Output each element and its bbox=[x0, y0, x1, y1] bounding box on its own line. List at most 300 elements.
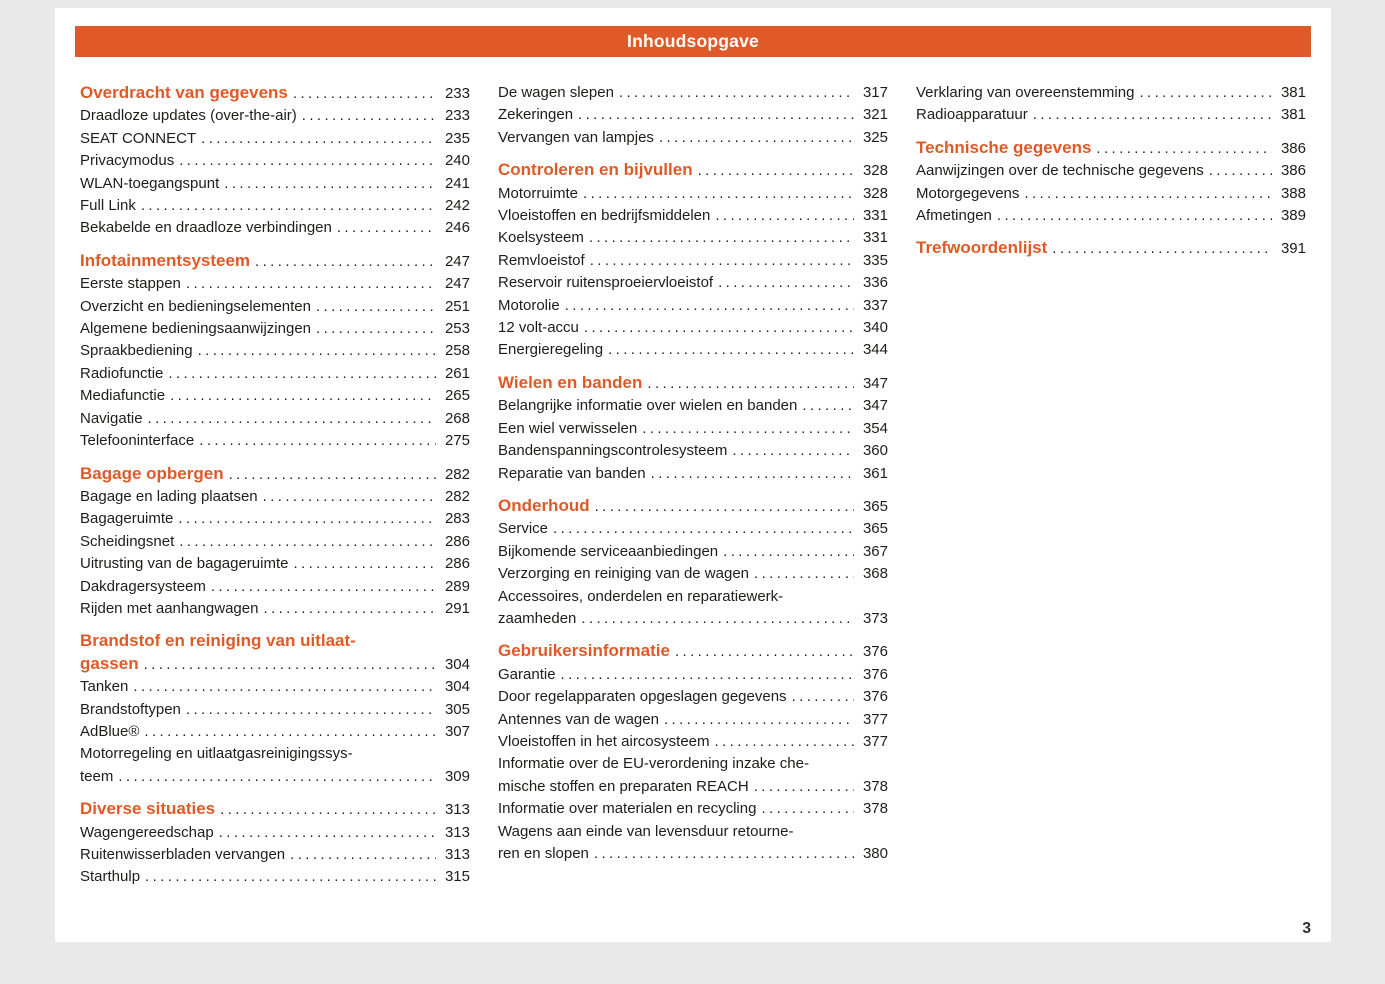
toc-entry-label: gassen bbox=[80, 653, 139, 673]
dot-leader bbox=[565, 295, 854, 317]
toc-entry-label: Privacymodus bbox=[80, 152, 175, 170]
toc-entry bbox=[80, 195, 470, 217]
toc-entry-page: 335 bbox=[862, 251, 888, 269]
toc-entry-label: Een wiel verwisselen bbox=[498, 419, 638, 437]
dot-leader bbox=[211, 576, 436, 598]
toc-entry-label: De wagen slepen bbox=[498, 84, 614, 101]
dot-leader bbox=[168, 363, 436, 385]
dot-leader bbox=[170, 385, 436, 407]
dot-leader bbox=[561, 664, 854, 686]
toc-entry-page: 321 bbox=[862, 106, 888, 124]
toc-entry-page: 304 bbox=[444, 655, 470, 673]
toc-entry-label: mische stoffen en preparaten REACH bbox=[498, 777, 749, 795]
dot-leader bbox=[144, 654, 436, 676]
toc-entry-row bbox=[498, 395, 888, 417]
toc-entry-page: 376 bbox=[862, 665, 888, 683]
dot-leader bbox=[179, 150, 436, 172]
dot-leader bbox=[642, 418, 854, 440]
dot-leader bbox=[302, 105, 436, 127]
toc-entry-label: Garantie bbox=[498, 665, 556, 683]
toc-entry-page: 381 bbox=[1280, 106, 1306, 124]
toc-entry-row bbox=[916, 237, 1306, 260]
dot-leader bbox=[141, 195, 436, 217]
toc-entry-label: Antennes van de wagen bbox=[498, 710, 659, 728]
toc-entry-label: Vervangen van lampjes bbox=[498, 128, 654, 146]
toc-entry-page: 233 bbox=[444, 107, 470, 125]
toc-entry-label: Telefooninterface bbox=[80, 432, 195, 450]
toc-entry-page: 347 bbox=[862, 397, 888, 415]
toc-entry-label: Controleren en bijvullen bbox=[498, 160, 693, 180]
toc-entry-label: Wagengereedschap bbox=[80, 823, 214, 841]
dot-leader bbox=[792, 686, 854, 708]
toc-entry-row bbox=[80, 195, 470, 217]
toc-entry-page: 246 bbox=[444, 219, 470, 237]
toc-entry-label: Dakdragersysteem bbox=[80, 577, 206, 595]
toc-column-3 bbox=[916, 82, 1306, 889]
toc-entry bbox=[80, 150, 470, 172]
toc-entry bbox=[498, 295, 888, 317]
toc-entry-line: Wagens aan einde van levensduur retourne- bbox=[498, 822, 794, 840]
toc-entry-row bbox=[498, 709, 888, 731]
toc-entry-label: Service bbox=[498, 520, 549, 538]
toc-entry-row bbox=[80, 798, 470, 821]
toc-entry-label: Koelsysteem bbox=[498, 229, 584, 247]
dot-leader bbox=[145, 866, 436, 888]
toc-entry-page: 265 bbox=[444, 387, 470, 405]
dot-leader bbox=[581, 608, 854, 630]
dot-leader bbox=[179, 531, 436, 553]
toc-entry-page: 286 bbox=[444, 555, 470, 573]
toc-entry bbox=[80, 822, 470, 844]
toc-entry-page: 317 bbox=[862, 84, 888, 101]
toc-entry-label: Reservoir ruitensproeiervloeistof bbox=[498, 274, 714, 292]
toc-entry-line: Informatie over de EU-verordening inzake che- bbox=[498, 755, 809, 773]
dot-leader bbox=[754, 563, 854, 585]
dot-leader bbox=[584, 317, 854, 339]
toc-entry bbox=[498, 104, 888, 126]
dot-leader bbox=[647, 373, 854, 395]
toc-entry-page: 247 bbox=[444, 252, 470, 270]
toc-entry-page: 313 bbox=[444, 846, 470, 863]
toc-entry-page: 381 bbox=[1280, 84, 1306, 101]
toc-entry-label: Draadloze updates (over-the-air) bbox=[80, 107, 297, 125]
toc-entry-row bbox=[498, 664, 888, 686]
toc-entry-page: 386 bbox=[1280, 139, 1306, 157]
toc-entry-page: 286 bbox=[444, 532, 470, 550]
toc-entry-label: Diverse situaties bbox=[80, 799, 216, 819]
toc-entry bbox=[498, 518, 888, 540]
toc-entry-label: Navigatie bbox=[80, 409, 143, 427]
toc-entry bbox=[80, 385, 470, 407]
toc-entry-row bbox=[80, 430, 470, 452]
toc-entry-row bbox=[498, 82, 888, 104]
toc-entry bbox=[80, 430, 470, 452]
toc-section-heading bbox=[80, 798, 470, 821]
toc-entry-label: Aanwijzingen over de technische gegevens bbox=[916, 162, 1204, 180]
toc-entry-row bbox=[80, 766, 470, 788]
toc-entry-row bbox=[80, 866, 470, 888]
toc-entry-row bbox=[80, 486, 470, 508]
dot-leader bbox=[1209, 160, 1272, 182]
toc-entry bbox=[80, 340, 470, 362]
toc-entry-line: Brandstof en reiniging van uitlaat- bbox=[80, 631, 356, 651]
toc-entry-page: 313 bbox=[444, 801, 470, 819]
toc-entry-label: Onderhoud bbox=[498, 495, 590, 515]
toc-entry bbox=[80, 508, 470, 530]
dot-leader bbox=[186, 699, 436, 721]
dot-leader bbox=[263, 486, 436, 508]
toc-title: Inhoudsopgave bbox=[627, 31, 759, 51]
toc-entry-page: 368 bbox=[862, 565, 888, 583]
toc-entry-line: Accessoires, onderdelen en reparatiewerk- bbox=[498, 587, 784, 605]
toc-entry-label: Tanken bbox=[80, 678, 129, 696]
dot-leader bbox=[802, 395, 854, 417]
toc-entry-label: Verzorging en reiniging van de wagen bbox=[498, 565, 750, 583]
toc-section-heading bbox=[916, 137, 1306, 160]
toc-entry-page: 360 bbox=[862, 442, 888, 460]
toc-entry-label: Bagageruimte bbox=[80, 510, 174, 528]
dot-leader bbox=[589, 227, 854, 249]
dot-leader bbox=[594, 843, 854, 865]
toc-entry-page: 328 bbox=[862, 162, 888, 180]
toc-entry bbox=[498, 731, 888, 753]
toc-entry-row bbox=[80, 531, 470, 553]
toc-entry-label: Eerste stappen bbox=[80, 275, 181, 293]
toc-entry-page: 337 bbox=[862, 296, 888, 314]
dot-leader bbox=[178, 508, 436, 530]
toc-entry-row bbox=[498, 418, 888, 440]
toc-section-heading bbox=[498, 372, 888, 395]
toc-entry-label: Belangrijke informatie over wielen en banden bbox=[498, 397, 798, 415]
toc-entry bbox=[498, 563, 888, 585]
toc-entry-page: 336 bbox=[862, 274, 888, 292]
toc-entry-row bbox=[498, 250, 888, 272]
toc-entry-row bbox=[80, 508, 470, 530]
dot-leader bbox=[754, 776, 854, 798]
toc-entry-page: 275 bbox=[444, 432, 470, 450]
toc-entry-row bbox=[80, 82, 470, 105]
toc-entry-label: Full Link bbox=[80, 197, 136, 215]
toc-entry bbox=[80, 363, 470, 385]
toc-entry-row bbox=[498, 440, 888, 462]
dot-leader bbox=[723, 541, 854, 563]
dot-leader bbox=[608, 339, 854, 361]
dot-leader bbox=[1033, 104, 1272, 126]
toc-entry bbox=[80, 721, 470, 743]
toc-entry-label: Rijden met aanhangwagen bbox=[80, 599, 259, 617]
toc-entry-label: Energieregeling bbox=[498, 341, 604, 359]
toc-entry-row bbox=[80, 653, 470, 676]
dot-leader bbox=[664, 709, 854, 731]
toc-entry-page: 388 bbox=[1280, 184, 1306, 202]
toc-entry-row bbox=[498, 227, 888, 249]
toc-entry-label: Verklaring van overeenstemming bbox=[916, 84, 1135, 101]
toc-section-heading bbox=[498, 495, 888, 518]
toc-entry-row bbox=[80, 128, 470, 150]
toc-entry-label: Reparatie van banden bbox=[498, 464, 646, 482]
toc-entry-page: 376 bbox=[862, 688, 888, 706]
toc-entry-page: 344 bbox=[862, 341, 888, 359]
toc-entry-label: AdBlue® bbox=[80, 722, 140, 740]
toc-entry-page: 328 bbox=[862, 184, 888, 202]
toc-entry-page: 241 bbox=[444, 174, 470, 192]
toc-entry-label: Motorgegevens bbox=[916, 184, 1020, 202]
toc-entry-row bbox=[80, 576, 470, 598]
toc-entry bbox=[498, 440, 888, 462]
dot-leader bbox=[263, 598, 436, 620]
toc-entry-page: 380 bbox=[862, 845, 888, 862]
toc-column-1 bbox=[80, 82, 470, 889]
toc-entry bbox=[80, 844, 470, 866]
toc-entry bbox=[80, 531, 470, 553]
toc-entry bbox=[80, 273, 470, 295]
dot-leader bbox=[118, 766, 436, 788]
toc-entry-label: Vloeistoffen en bedrijfsmiddelen bbox=[498, 207, 711, 225]
toc-entry-row bbox=[498, 127, 888, 149]
toc-entry bbox=[80, 676, 470, 698]
toc-entry-row bbox=[916, 160, 1306, 182]
toc-entry-page: 367 bbox=[862, 542, 888, 560]
toc-entry-page: 365 bbox=[862, 497, 888, 515]
toc-entry-label: Bandenspanningscontrolesysteem bbox=[498, 442, 728, 460]
toc-entry-page: 365 bbox=[862, 520, 888, 538]
toc-entry bbox=[80, 486, 470, 508]
toc-entry bbox=[916, 160, 1306, 182]
toc-entry bbox=[498, 664, 888, 686]
toc-entry-page: 373 bbox=[862, 609, 888, 627]
toc-entry-page: 361 bbox=[862, 464, 888, 482]
dot-leader bbox=[255, 251, 436, 273]
dot-leader bbox=[715, 731, 854, 753]
toc-entry-row bbox=[498, 776, 888, 798]
dot-leader bbox=[698, 160, 854, 182]
dot-leader bbox=[186, 273, 436, 295]
dot-leader bbox=[219, 822, 436, 844]
toc-column-2 bbox=[498, 82, 888, 889]
toc-entry-label: Gebruikersinformatie bbox=[498, 641, 670, 661]
toc-entry-row bbox=[916, 205, 1306, 227]
toc-entry bbox=[80, 598, 470, 620]
toc-entry-row bbox=[498, 317, 888, 339]
toc-entry-page: 240 bbox=[444, 152, 470, 170]
toc-entry-page: 242 bbox=[444, 197, 470, 215]
toc-entry bbox=[80, 217, 470, 239]
toc-entry bbox=[498, 798, 888, 820]
toc-entry-row bbox=[80, 250, 470, 273]
toc-entry-label: Brandstoftypen bbox=[80, 700, 181, 718]
toc-entry-row bbox=[916, 104, 1306, 126]
dot-leader bbox=[578, 104, 854, 126]
toc-entry-row bbox=[498, 295, 888, 317]
dot-leader bbox=[316, 296, 436, 318]
toc-entry-page: 331 bbox=[862, 229, 888, 247]
toc-entry-label: Mediafunctie bbox=[80, 387, 166, 405]
toc-entry bbox=[498, 686, 888, 708]
toc-entry-line: Motorregeling en uitlaatgasreinigingssys- bbox=[80, 745, 353, 763]
toc-entry bbox=[498, 227, 888, 249]
dot-leader bbox=[1139, 82, 1272, 104]
dot-leader bbox=[337, 217, 436, 239]
toc-entry-page: 282 bbox=[444, 465, 470, 483]
toc-section-heading bbox=[916, 237, 1306, 260]
toc-entry-row bbox=[80, 822, 470, 844]
toc-entry-page: 307 bbox=[444, 722, 470, 740]
toc-entry-row bbox=[80, 844, 470, 866]
toc-entry bbox=[916, 82, 1306, 104]
toc-entry-row bbox=[498, 272, 888, 294]
toc-entry-row bbox=[498, 495, 888, 518]
toc-entry-row bbox=[80, 721, 470, 743]
toc-entry-label: Afmetingen bbox=[916, 207, 992, 225]
toc-entry-row bbox=[498, 463, 888, 485]
toc-entry bbox=[80, 408, 470, 430]
toc-entry-row bbox=[498, 608, 888, 630]
manual-page bbox=[55, 8, 1331, 942]
toc-entry-page: 331 bbox=[862, 207, 888, 225]
toc-entry bbox=[498, 541, 888, 563]
dot-leader bbox=[553, 518, 854, 540]
toc-section-heading bbox=[80, 630, 470, 676]
toc-entry bbox=[80, 553, 470, 575]
toc-entry bbox=[498, 82, 888, 104]
toc-entry bbox=[498, 463, 888, 485]
toc-entry bbox=[80, 576, 470, 598]
toc-entry-label: Bijkomende serviceaanbiedingen bbox=[498, 542, 719, 560]
toc-entry-page: 377 bbox=[862, 732, 888, 750]
toc-entry-label: zaamheden bbox=[498, 609, 577, 627]
toc-entry bbox=[498, 317, 888, 339]
toc-entry bbox=[916, 104, 1306, 126]
toc-entry-page: 391 bbox=[1280, 240, 1306, 258]
toc-entry-row bbox=[80, 217, 470, 239]
toc-entry-row bbox=[498, 205, 888, 227]
dot-leader bbox=[718, 272, 854, 294]
toc-entry-page: 354 bbox=[862, 419, 888, 437]
toc-entry-label: Informatie over materialen en recycling bbox=[498, 800, 757, 818]
dot-leader bbox=[148, 408, 436, 430]
dot-leader bbox=[293, 553, 436, 575]
toc-entry-label: Overzicht en bedieningselementen bbox=[80, 297, 311, 315]
dot-leader bbox=[144, 721, 436, 743]
toc-entry bbox=[80, 105, 470, 127]
toc-entry-page: 282 bbox=[444, 487, 470, 505]
dot-leader bbox=[293, 83, 436, 105]
toc-section-heading bbox=[498, 640, 888, 663]
toc-entry bbox=[80, 128, 470, 150]
dot-leader bbox=[1096, 138, 1272, 160]
toc-entry bbox=[498, 709, 888, 731]
dot-leader bbox=[220, 799, 436, 821]
toc-entry-page: 283 bbox=[444, 510, 470, 528]
toc-entry-label: Technische gegevens bbox=[916, 137, 1092, 157]
toc-entry-row bbox=[80, 363, 470, 385]
toc-entry bbox=[80, 699, 470, 721]
toc-entry-label: Ruitenwisserbladen vervangen bbox=[80, 846, 286, 863]
dot-leader bbox=[133, 676, 436, 698]
toc-entry-row bbox=[498, 372, 888, 395]
toc-entry-page: 247 bbox=[444, 275, 470, 293]
toc-entry-row bbox=[498, 798, 888, 820]
toc-entry-row bbox=[80, 340, 470, 362]
toc-entry-row bbox=[498, 731, 888, 753]
toc-entry-page: 325 bbox=[862, 128, 888, 146]
dot-leader bbox=[675, 641, 854, 663]
toc-entry-row bbox=[80, 173, 470, 195]
dot-leader bbox=[590, 250, 854, 272]
dot-leader bbox=[651, 463, 854, 485]
toc-entry-row bbox=[80, 105, 470, 127]
toc-entry bbox=[80, 866, 470, 888]
dot-leader bbox=[595, 496, 854, 518]
toc-entry-row bbox=[916, 137, 1306, 160]
toc-entry-page: 291 bbox=[444, 599, 470, 617]
dot-leader bbox=[201, 128, 436, 150]
toc-entry-row bbox=[498, 104, 888, 126]
dot-leader bbox=[316, 318, 436, 340]
toc-entry-label: Door regelapparaten opgeslagen gegevens bbox=[498, 688, 787, 706]
toc-entry-label: 12 volt-accu bbox=[498, 319, 579, 337]
toc-entry-page: 378 bbox=[862, 800, 888, 818]
toc-entry-page: 376 bbox=[862, 643, 888, 661]
toc-entry-page: 261 bbox=[444, 364, 470, 382]
toc-entry bbox=[498, 586, 888, 631]
toc-entry-page: 309 bbox=[444, 767, 470, 785]
toc-entry bbox=[916, 205, 1306, 227]
toc-entry-row bbox=[80, 676, 470, 698]
toc-entry-row bbox=[498, 541, 888, 563]
dot-leader bbox=[583, 183, 854, 205]
toc-entry-label: SEAT CONNECT bbox=[80, 129, 197, 147]
toc-entry bbox=[80, 318, 470, 340]
toc-entry-label: Motorolie bbox=[498, 296, 560, 314]
toc-entry-page: 251 bbox=[444, 297, 470, 315]
toc-entry-label: Infotainmentsysteem bbox=[80, 250, 251, 270]
toc-entry-page: 347 bbox=[862, 374, 888, 392]
toc-entry-label: Motorruimte bbox=[498, 184, 579, 202]
dot-leader bbox=[732, 440, 854, 462]
dot-leader bbox=[659, 127, 854, 149]
dot-leader bbox=[198, 340, 436, 362]
toc-entry-page: 313 bbox=[444, 823, 470, 841]
dot-leader bbox=[619, 82, 854, 104]
toc-entry-row bbox=[916, 183, 1306, 205]
toc-entry-label: ren en slopen bbox=[498, 845, 589, 862]
toc-entry bbox=[916, 183, 1306, 205]
toc-section-heading bbox=[498, 159, 888, 182]
toc-entry-label: Starthulp bbox=[80, 868, 141, 886]
toc-entry-row bbox=[498, 183, 888, 205]
toc-entry-row bbox=[498, 563, 888, 585]
toc-entry-label: Trefwoordenlijst bbox=[916, 238, 1048, 258]
toc-entry-row bbox=[498, 159, 888, 182]
toc-entry-label: WLAN-toegangspunt bbox=[80, 174, 220, 192]
dot-leader bbox=[290, 844, 436, 866]
toc-entry-row bbox=[80, 408, 470, 430]
dot-leader bbox=[229, 464, 436, 486]
toc-entry-page: 389 bbox=[1280, 207, 1306, 225]
toc-columns bbox=[55, 57, 1331, 889]
toc-entry bbox=[498, 753, 888, 798]
toc-entry-row bbox=[498, 686, 888, 708]
toc-entry bbox=[498, 395, 888, 417]
toc-entry-page: 235 bbox=[444, 129, 470, 147]
toc-entry-page: 377 bbox=[862, 710, 888, 728]
toc-header-banner bbox=[75, 26, 1311, 57]
dot-leader bbox=[199, 430, 436, 452]
toc-entry-row bbox=[80, 463, 470, 486]
dot-leader bbox=[761, 798, 854, 820]
toc-entry-label: Radioapparatuur bbox=[916, 106, 1028, 124]
